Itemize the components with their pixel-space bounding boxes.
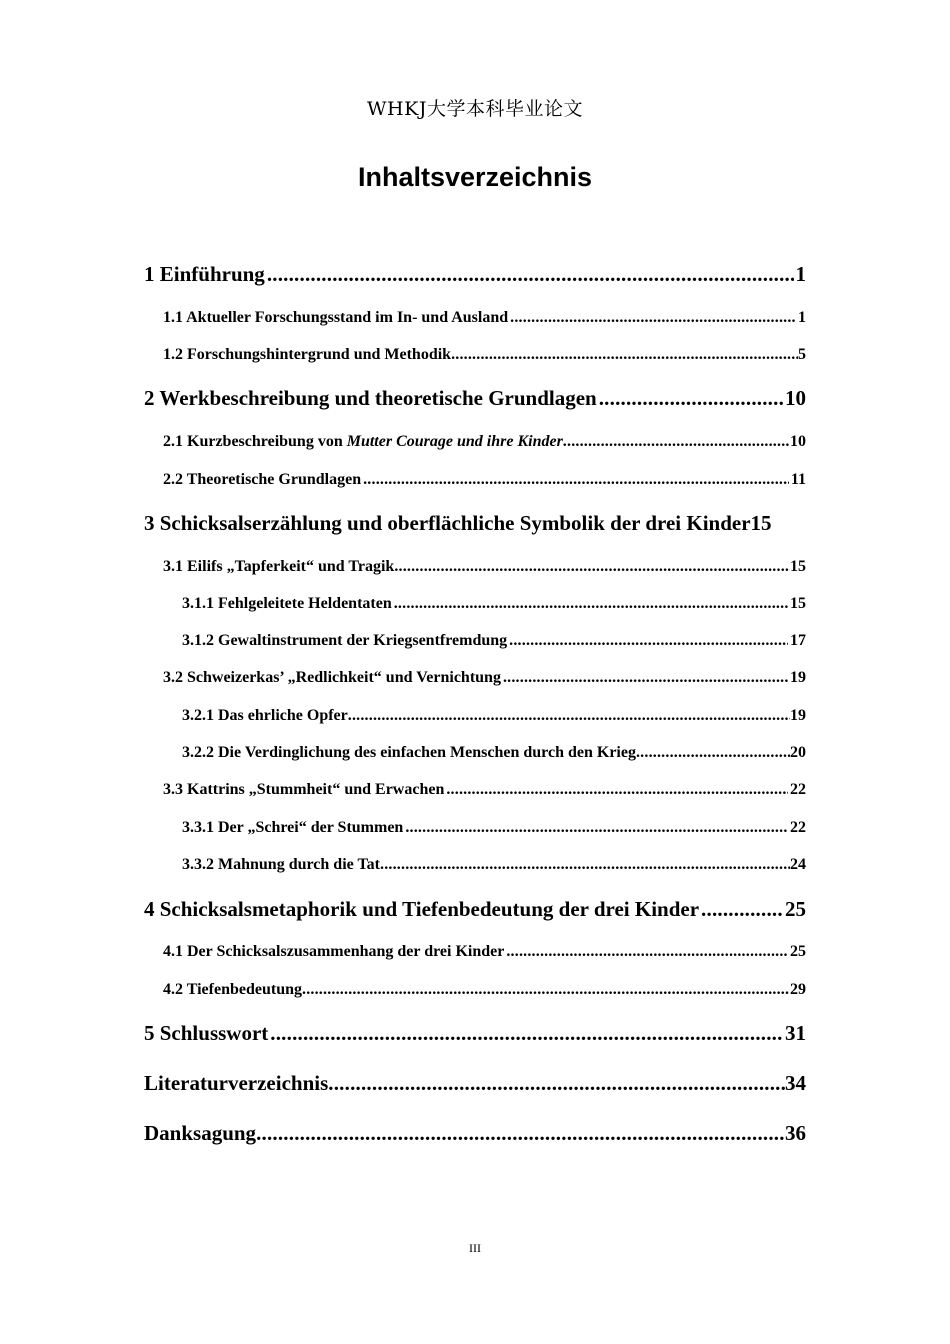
dot-leader [256, 1121, 785, 1146]
toc-entry-page: 22 [790, 781, 806, 798]
toc-entry-page: 34 [785, 1071, 806, 1095]
toc-entry[interactable] [182, 707, 806, 725]
toc-entry[interactable] [144, 1071, 806, 1096]
dot-leader [451, 346, 798, 364]
toc-entry[interactable] [144, 897, 806, 922]
dot-leader [510, 309, 796, 327]
toc-entry-page: 19 [790, 707, 806, 724]
dot-leader [348, 707, 790, 725]
dot-leader [394, 558, 790, 576]
toc-entry[interactable] [182, 632, 806, 650]
toc-entry[interactable] [163, 558, 806, 576]
toc-entry-label: 3.2.2 Die Verdinglichung des einfachen Menschen durch den Krieg [182, 744, 636, 761]
toc-entry-label: 5 Schlusswort [144, 1021, 269, 1045]
dot-leader [302, 981, 790, 999]
toc-entry-label: 3.3.1 Der „Schrei“ der Stummen [182, 819, 404, 836]
toc-entry[interactable] [144, 262, 806, 287]
toc-entry-label: 3.2.1 Das ehrliche Opfer [182, 707, 348, 724]
toc-entry-label: 1 Einführung [144, 262, 265, 286]
toc-entry-page: 20 [790, 744, 806, 761]
work-title: Mutter Courage und ihre Kinder [346, 433, 563, 450]
toc-entry-page: 15 [790, 595, 806, 612]
toc-entry[interactable] [163, 471, 806, 489]
toc-entry-page: 25 [790, 943, 806, 960]
dot-leader [506, 943, 788, 961]
toc-entry-page: 5 [798, 346, 806, 363]
dot-leader [599, 386, 783, 411]
toc-entry-page: 24 [790, 856, 806, 873]
dot-leader [328, 1071, 785, 1096]
toc-entry-label: 4 Schicksalsmetaphorik und Tiefenbedeutung der drei Kinder [144, 897, 700, 921]
toc-entry[interactable] [182, 595, 806, 613]
toc-entry-label: Danksagung [144, 1121, 257, 1145]
toc-entry[interactable] [163, 981, 806, 999]
toc-entry-page: 29 [790, 981, 806, 998]
toc-entry-label: 3.1 Eilifs „Tapferkeit“ und Tragik [163, 558, 395, 575]
dot-leader [701, 897, 783, 922]
dot-leader [394, 595, 788, 613]
toc-entry[interactable] [163, 433, 806, 451]
toc-entry[interactable] [144, 1121, 806, 1146]
toc-entry-page: 15 [750, 511, 772, 535]
toc-entry-label: 3.1.1 Fehlgeleitete Heldentaten [182, 595, 392, 612]
dot-leader [270, 1021, 783, 1046]
dot-leader [446, 781, 788, 799]
dot-leader [405, 819, 788, 837]
toc-entry-label: 3.1.2 Gewaltinstrument der Kriegsentfremdung [182, 632, 508, 649]
toc-entry-label: 4.1 Der Schicksalszusammenhang der drei Kinder [163, 943, 505, 960]
toc-entry[interactable] [144, 511, 806, 536]
toc-entry[interactable] [182, 819, 806, 837]
toc-entry[interactable] [163, 781, 806, 799]
dot-leader [636, 744, 790, 762]
toc-entry-page: 10 [790, 433, 806, 450]
dot-leader [267, 262, 794, 287]
dot-leader [363, 471, 789, 489]
toc-entry[interactable] [163, 346, 806, 364]
dot-leader [509, 632, 788, 650]
toc-entry-label: 3.3 Kattrins „Stummheit“ und Erwachen [163, 781, 445, 798]
toc-entry-label: 3.3.2 Mahnung durch die Tat [182, 856, 380, 873]
toc-entry[interactable] [182, 744, 806, 762]
toc-entry-page: 36 [785, 1121, 806, 1145]
toc-entry-label [163, 433, 563, 451]
toc-entry-label: 3 Schicksalserzählung und oberflächliche Symbolik der drei Kinder [144, 511, 751, 535]
toc-entry-page: 1 [798, 309, 806, 326]
toc-entry-page: 22 [790, 819, 806, 836]
dot-leader [563, 433, 790, 451]
toc-entry-page: 31 [785, 1021, 806, 1045]
dot-leader [503, 669, 788, 687]
toc-entry-page: 19 [790, 669, 806, 686]
toc-entry[interactable] [163, 669, 806, 687]
toc-entry[interactable] [144, 386, 806, 411]
toc-entry[interactable] [163, 943, 806, 961]
toc-entry[interactable] [163, 309, 806, 327]
toc-entry-page: 15 [790, 558, 806, 575]
toc-entry-label: 1.2 Forschungshintergrund und Methodik [163, 346, 452, 363]
toc-entry-page: 11 [790, 471, 806, 488]
toc-entry-label-prefix: 2.1 Kurzbeschreibung von [163, 433, 347, 450]
toc-entry-label: 3.2 Schweizerkas’ „Redlichkeit“ und Vernichtung [163, 669, 501, 686]
dot-leader [380, 856, 790, 874]
toc-entry-page: 25 [785, 897, 806, 921]
toc-entry-label: 4.2 Tiefenbedeutung [163, 981, 302, 998]
toc-entry-page: 1 [795, 262, 806, 286]
toc-entry-label: 2 Werkbeschreibung und theoretische Grundlagen [144, 386, 597, 410]
toc-entry[interactable] [182, 856, 806, 874]
page-title: Inhaltsverzeichnis [357, 162, 593, 192]
toc-entry-page: 17 [790, 632, 806, 649]
toc-entry-label: Literaturverzeichnis [144, 1071, 329, 1095]
running-header: WHKJ大学本科毕业论文 [367, 98, 583, 120]
toc-entry-label: 2.2 Theoretische Grundlagen [163, 471, 362, 488]
toc-entry-label: 1.1 Aktueller Forschungsstand im In- und Ausland [163, 309, 509, 326]
toc-entry[interactable] [144, 1021, 806, 1046]
toc-entry-page: 10 [785, 386, 806, 410]
page-number: III [469, 1241, 481, 1255]
